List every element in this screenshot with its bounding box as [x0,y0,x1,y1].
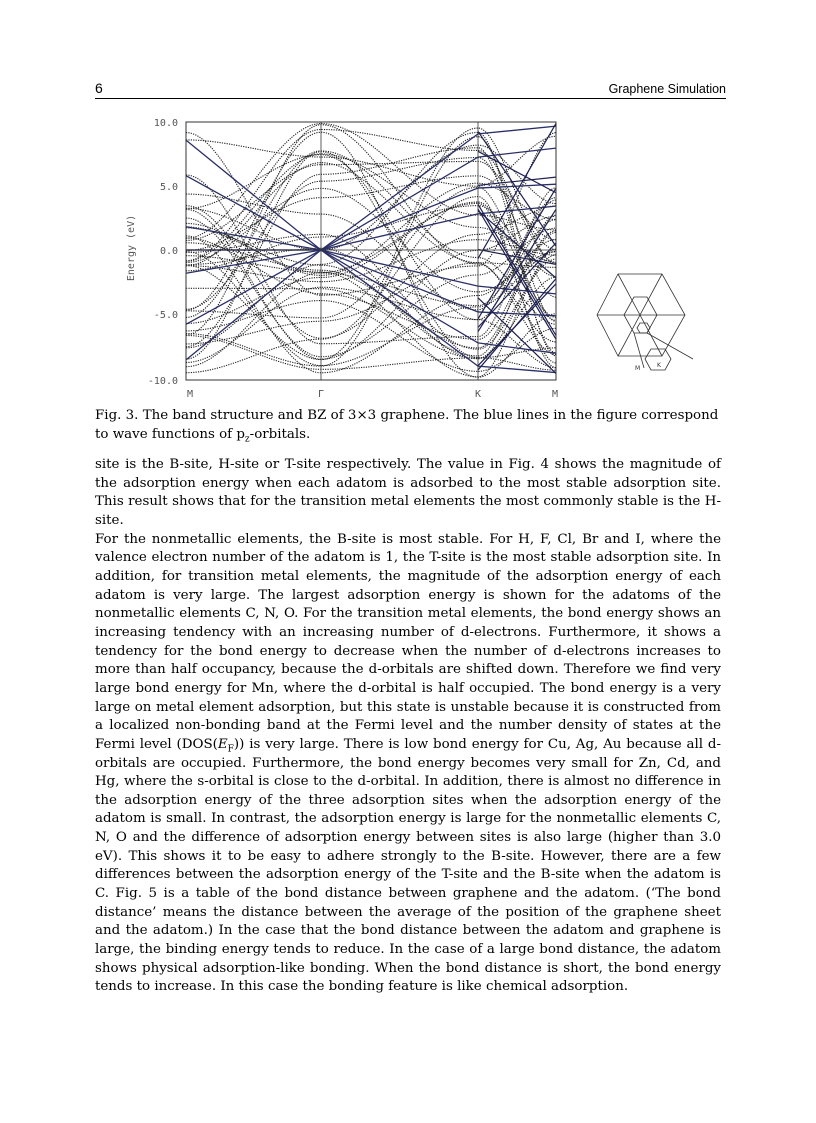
bz-line [634,333,644,368]
y-tick-label: 10.0 [153,118,178,129]
bz-label-k: K [657,362,661,369]
band-structure-plot [120,112,700,402]
band-line [186,132,556,377]
y-axis-label: Energy (eV) [126,214,137,282]
band-line [478,123,556,258]
caption-suffix: -orbitals. [249,427,311,442]
running-title: Graphene Simulation [608,82,726,96]
caption-math: 3×3 [347,408,377,423]
k-point-label: K [474,389,482,400]
fermi-subscript: F [227,744,234,755]
y-tick-labels [148,118,178,387]
bz-line [647,333,693,359]
band-line [186,263,556,355]
caption-prefix: Fig. 3. The band structure and BZ of [95,408,348,423]
bz-label-m: M [635,365,641,372]
paragraph: site is the B-site, H-site or T-site respectively. The value in Fig. 4 shows the magnitude of the adsorption energy when each adatom is adsorbed to the most stable adsorption site. This result shows that for the transition metal elements the most commonly stable is the H-site. [95,457,721,528]
paragraph-text: )) is very large. There is low bond energy for Cu, Ag, Au because all d-orbitals are occupied. Furthermore, the bond energy becomes very small for Zn, Cd, and Hg, where the s-orbital is close to the d-orbital. In addition, there is almost no difference in the adsorption energy of the three adsorption sites when the adsorption energy of the adatom is small. In contrast, the adsorption energy is large for the nonmetallic elements C, N, O and the difference of adsorption energy between sites is also large (higher than 3.0 eV). This shows it to be easy to adhere strongly to the B-site. However, there are a few differences between the adsorption energy of the T-site and the B-site when the adatom is C. Fig. 5 is a table of the bond distance between graphene and the adatom. (‘The bond distance’ means the distance between the average of the position of the graphene sheet and the adatom.) In the case that the bond distance between the adatom and graphene is large, the binding energy tends to reduce. In the case of a large bond distance, the adatom shows physical adsorption-like bonding. When the bond distance is short, the bond energy tends to increase. In this case the bonding feature is like chemical adsorption. [95,736,721,995]
k-point-labels [187,389,558,400]
band-line [186,188,556,291]
header-rule [95,98,726,99]
y-tick-label: -10.0 [147,376,178,387]
paragraph-text: For the nonmetallic elements, the B-site is most stable. For H, F, Cl, Br and I, where the valence electron number of the adatom is 1, the T-site is the most stable adsorption site. In addition, for transition metal elements, the magnitude of the adsorption energy of each adatom is very large. The largest adsorption energy is shown for the adatoms of the nonmetallic elements C, N, O. For the transition metal elements, the bond energy shows an increasing tendency with an increasing number of d-electrons. Furthermore, it shows a tendency for the bond energy to decrease when the number of d-electrons increases to more than half occupancy, because the d-orbitals are shifted down. Therefore we find very large bond energy for Mn, where the d-orbital is half occupied. The bond energy is a very large on metal element adsorption, but this state is unstable because it is constructed from a localized non-bonding band at the Fermi level and the number density of states at the Fermi level (DOS( [95,531,721,752]
paragraph [95,531,721,997]
page-number: 6 [95,80,103,96]
figure-caption [95,406,726,444]
brillouin-zone-diagram [597,274,693,372]
band-line [478,298,556,374]
fermi-symbol: E [217,736,228,752]
band-line [186,176,556,354]
band-line [478,177,556,185]
k-point-label: M [186,389,194,400]
k-point-label: M [551,389,559,400]
k-point-label: Γ [317,389,325,400]
band-line [186,234,556,349]
y-tick-label: 0.0 [159,246,178,257]
y-tick-label: -5.0 [153,310,178,321]
caption-mid: graphene. The blue lines in the figure correspond to wave functions of p [95,408,719,442]
bz-small-hexagon [637,323,650,333]
caption-subscript: z [244,434,250,445]
y-tick-label: 5.0 [159,182,178,193]
body-text [95,456,721,997]
band-structure-figure [120,112,700,402]
